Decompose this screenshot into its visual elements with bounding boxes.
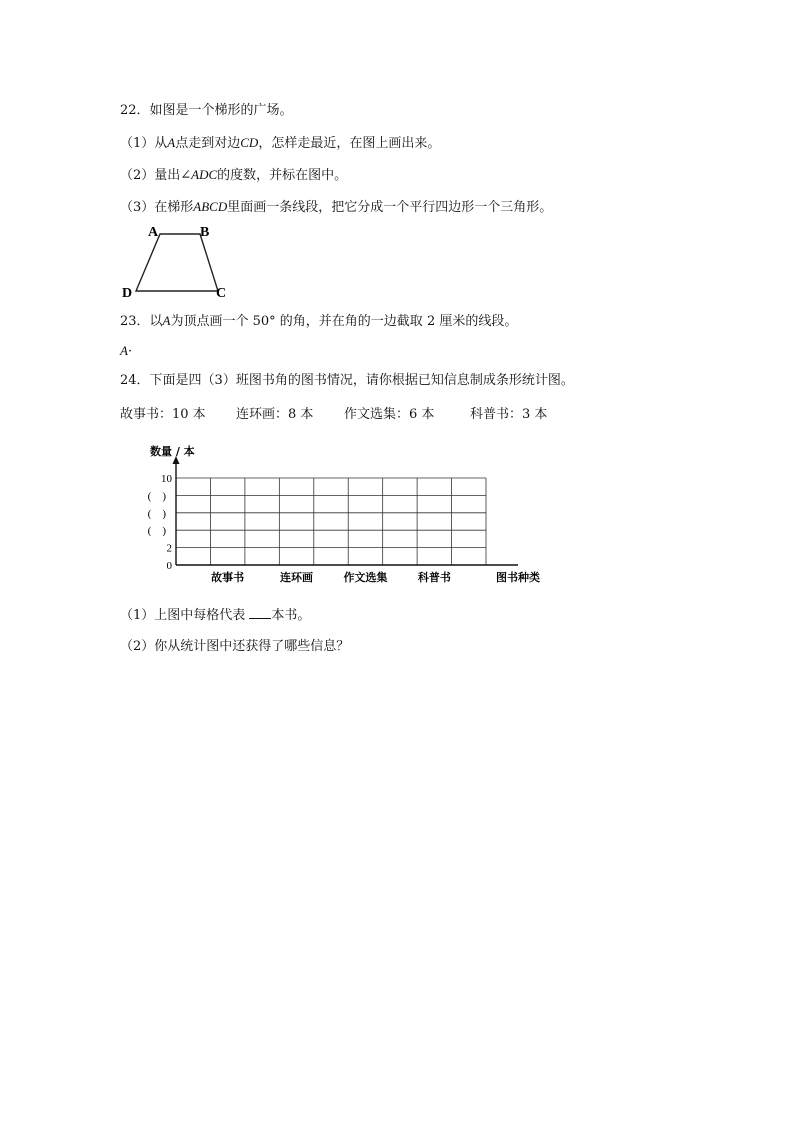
q22-sub3 bbox=[120, 198, 552, 217]
q24-info-4: 科普书：3 本 bbox=[470, 407, 548, 422]
x-category-label: 科普书 bbox=[417, 571, 451, 584]
chart-axes bbox=[173, 456, 519, 565]
q24-info-3: 作文选集：6 本 bbox=[344, 407, 435, 422]
y-tick-label: 0 bbox=[166, 560, 172, 572]
q22-sub1-a: （1）从 bbox=[120, 136, 168, 151]
q24-sub1-b: 本书。 bbox=[271, 608, 311, 623]
q24-sub2: （2）你从统计图中还获得了哪些信息？ bbox=[120, 639, 350, 654]
q22-sub1-b: 点走到对边 bbox=[175, 136, 241, 151]
q23-text-a: 23．以 bbox=[120, 314, 163, 329]
q24-sub1-a: （1）上图中每格代表 bbox=[120, 608, 246, 623]
chart-xlabel: 图书种类 bbox=[496, 571, 540, 584]
label-d: D bbox=[122, 286, 133, 301]
y-tick-label: ( ) bbox=[147, 490, 166, 503]
y-tick-label: ( ) bbox=[147, 525, 166, 538]
trapezoid-figure bbox=[116, 220, 236, 302]
q23-point-label: A bbox=[120, 343, 128, 358]
q23-point-dot: · bbox=[127, 344, 133, 359]
q23-text bbox=[120, 312, 517, 331]
q22-sub3-var: ABCD bbox=[193, 199, 228, 214]
y-tick-label: 10 bbox=[161, 473, 172, 485]
q24-title: 24．下面是四（3）班图书角的图书情况，请你根据已知信息制成条形统计图。 bbox=[120, 373, 574, 388]
q22-sub1-var2: CD bbox=[240, 135, 259, 150]
q22-sub2 bbox=[120, 166, 347, 185]
q22-sub2-a: （2）量出∠ bbox=[120, 168, 192, 183]
q22-sub1 bbox=[120, 134, 440, 153]
y-tick-label: ( ) bbox=[147, 507, 166, 520]
x-category-label: 作文选集 bbox=[343, 571, 388, 584]
q22-sub1-c: ，怎样走最近，在图上画出来。 bbox=[258, 136, 441, 151]
label-b: B bbox=[200, 225, 210, 240]
q22-sub2-var: ADC bbox=[191, 167, 218, 182]
q23-point bbox=[120, 342, 132, 361]
y-tick-label: 2 bbox=[166, 542, 172, 555]
chart-categories bbox=[211, 570, 451, 584]
chart-ticks bbox=[148, 473, 173, 572]
chart-ylabel: 数量 / 本 bbox=[150, 445, 195, 458]
q22-title: 22．如图是一个梯形的广场。 bbox=[120, 103, 293, 118]
q23-text-b: 为顶点画一个 50° 的角，并在角的一边截取 2 厘米的线段。 bbox=[170, 314, 518, 329]
x-category-label: 故事书 bbox=[211, 571, 245, 584]
q23-text-var: A bbox=[162, 313, 171, 328]
q22-sub1-var: A bbox=[167, 135, 176, 150]
q24-info-2: 连环画：8 本 bbox=[236, 407, 314, 422]
q24-sub1 bbox=[120, 606, 310, 625]
answer-blank[interactable] bbox=[249, 606, 271, 619]
q22-sub3-a: （3）在梯形 bbox=[120, 200, 194, 215]
label-a: A bbox=[148, 225, 159, 240]
bar-chart bbox=[130, 440, 560, 590]
chart-grid bbox=[176, 478, 486, 565]
x-category-label: 连环画 bbox=[280, 571, 314, 584]
label-c: C bbox=[216, 286, 227, 301]
trapezoid-shape bbox=[136, 234, 218, 291]
q22-sub3-b: 里面画一条线段，把它分成一个平行四边形一个三角形。 bbox=[227, 200, 553, 215]
q22-sub2-b: 的度数，并标在图中。 bbox=[217, 168, 348, 183]
q24-info-1: 故事书：10 本 bbox=[120, 407, 206, 422]
